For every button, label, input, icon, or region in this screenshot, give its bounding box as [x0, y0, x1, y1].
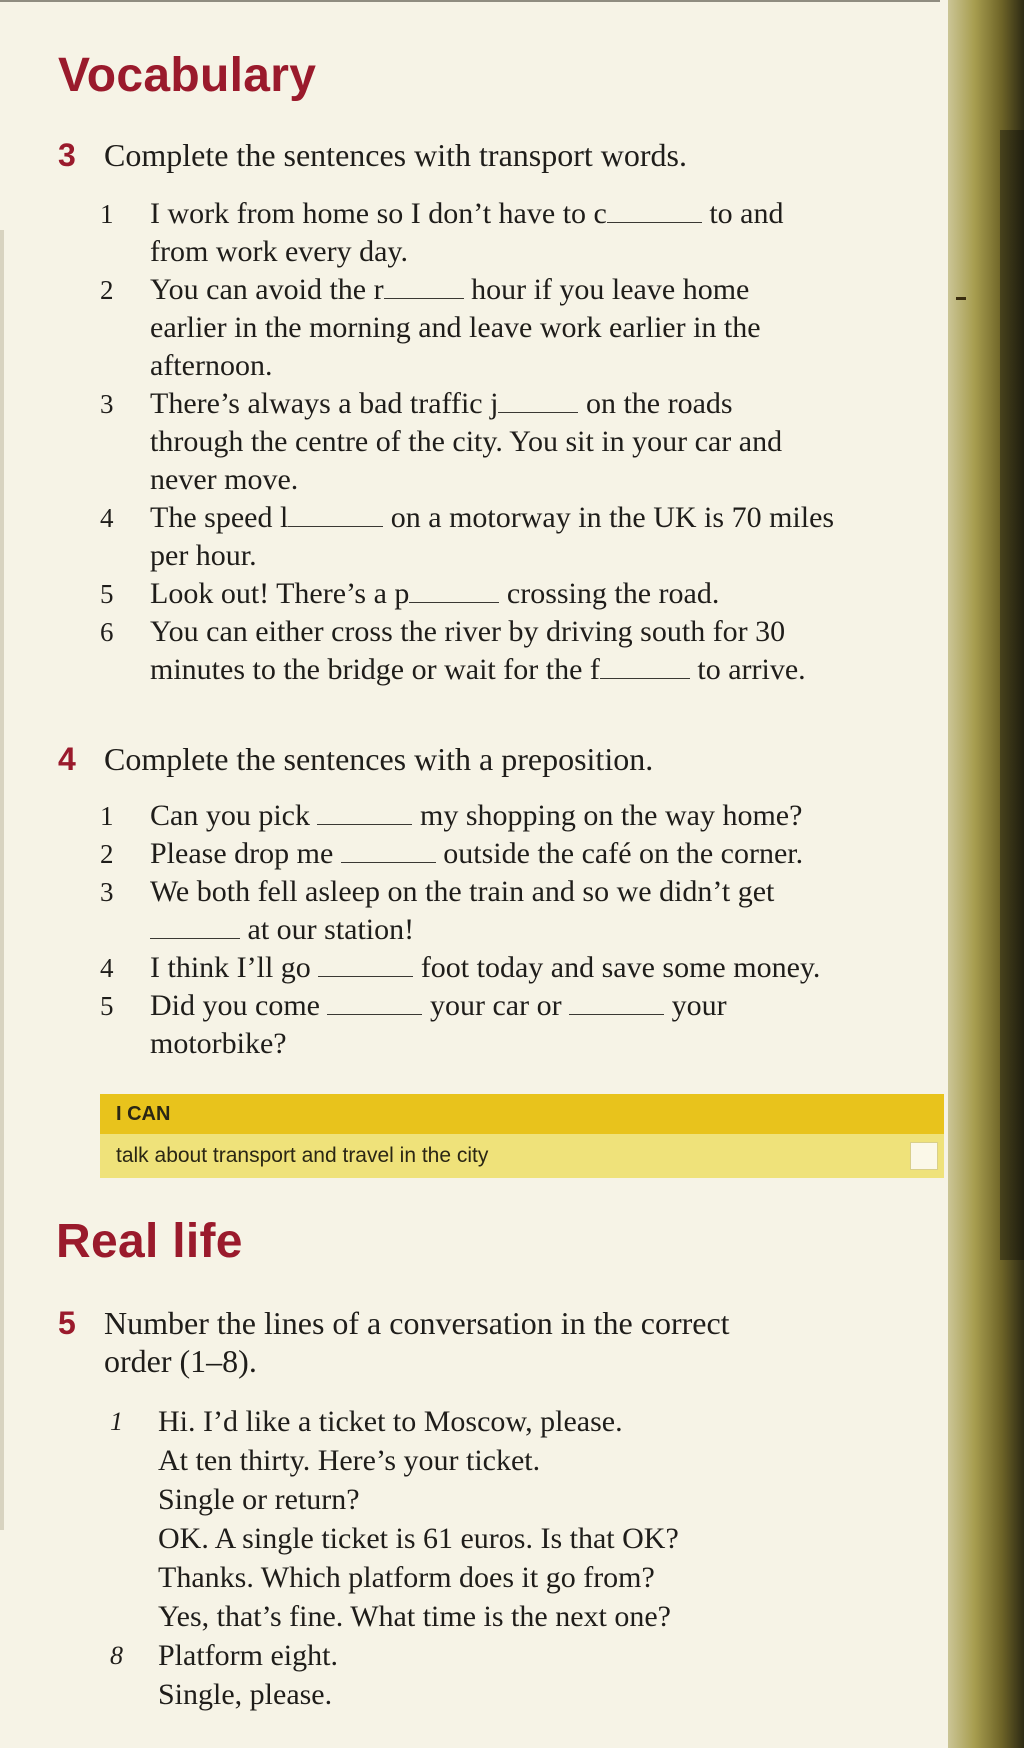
item-text: motorbike? [150, 1027, 287, 1060]
line-text: Hi. I’d like a ticket to Moscow, please. [158, 1405, 623, 1438]
order-number[interactable] [110, 1480, 158, 1519]
exercise-3-header [58, 136, 687, 174]
line-text: Yes, that’s fine. What time is the next one? [158, 1600, 671, 1633]
vocabulary-heading: Vocabulary [58, 49, 317, 102]
exercise-4-item-4 [100, 949, 948, 987]
conversation-line [110, 1597, 679, 1636]
item-text: to arrive. [689, 653, 806, 686]
item-number: 3 [100, 877, 114, 907]
exercise-3-item-4 [100, 499, 948, 575]
exercise-3-item-6 [100, 613, 948, 689]
item-number: 5 [100, 579, 114, 609]
order-number[interactable] [110, 1597, 158, 1636]
item-text: from work every day. [150, 235, 408, 268]
answer-blank[interactable] [498, 390, 578, 413]
item-text: outside the café on the corner. [435, 837, 804, 870]
item-number: 4 [100, 953, 114, 983]
answer-blank[interactable] [341, 840, 436, 863]
exercise-4-item-3 [100, 873, 948, 949]
answer-blank[interactable] [317, 802, 412, 825]
item-number: 1 [100, 801, 114, 831]
order-number[interactable] [110, 1558, 158, 1597]
item-number: 6 [100, 617, 114, 647]
exercise-3-item-2 [100, 271, 948, 385]
item-text: afternoon. [150, 349, 273, 382]
item-text: to and [701, 197, 784, 230]
item-number: 2 [100, 839, 114, 869]
order-number[interactable]: 1 [110, 1407, 123, 1436]
i-can-checkbox[interactable] [910, 1142, 938, 1170]
conversation-line [110, 1480, 679, 1519]
item-text: minutes to the bridge or wait for the f [150, 653, 600, 686]
answer-blank[interactable] [569, 992, 664, 1015]
i-can-label: I CAN [100, 1094, 944, 1134]
i-can-text: talk about transport and travel in the city [116, 1144, 489, 1167]
exercise-3-instruction: Complete the sentences with transport words. [104, 137, 687, 173]
order-number[interactable] [110, 1675, 158, 1714]
i-can-box [100, 1094, 944, 1178]
item-text: never move. [150, 463, 299, 496]
item-text: per hour. [150, 539, 257, 572]
line-text: OK. A single ticket is 61 euros. Is that OK? [158, 1522, 679, 1555]
item-number: 1 [100, 199, 114, 229]
item-text: my shopping on the way home? [412, 799, 803, 832]
item-text: your [664, 989, 727, 1022]
item-text: on a motorway in the UK is 70 miles [383, 501, 835, 534]
conversation-line [110, 1675, 679, 1714]
exercise-4-item-5 [100, 987, 948, 1063]
item-number: 4 [100, 503, 114, 533]
conversation-line [110, 1636, 679, 1675]
exercise-5-header [58, 1304, 730, 1380]
page-edge-shadow [0, 230, 4, 1530]
instruction-line: Number the lines of a conversation in the correct [104, 1305, 730, 1341]
i-can-statement [100, 1134, 944, 1178]
spine-mark [956, 297, 966, 300]
item-text: Did you come [150, 989, 328, 1022]
line-text: Platform eight. [158, 1639, 338, 1672]
line-text: At ten thirty. Here’s your ticket. [158, 1444, 541, 1477]
item-text: hour if you leave home [463, 273, 750, 306]
exercise-4-item-2 [100, 835, 948, 873]
item-text: Look out! There’s a p [150, 577, 410, 610]
order-number[interactable] [110, 1441, 158, 1480]
item-text: We both fell asleep on the train and so we didn’t get [150, 875, 775, 908]
item-text: You can avoid the r [150, 273, 384, 306]
exercise-5-instruction [104, 1304, 730, 1380]
exercise-4-item-1 [100, 797, 948, 835]
exercise-4-header [58, 740, 653, 778]
item-text: There’s always a bad traffic j [150, 387, 499, 420]
exercise-4-items [100, 797, 948, 1063]
answer-blank[interactable] [327, 992, 422, 1015]
conversation-line [110, 1441, 679, 1480]
item-text: I think I’ll go [150, 951, 319, 984]
order-number[interactable]: 8 [110, 1641, 123, 1670]
item-text: The speed l [150, 501, 289, 534]
exercise-5-number: 5 [58, 1305, 76, 1341]
item-number: 2 [100, 275, 114, 305]
order-number[interactable] [110, 1519, 158, 1558]
line-text: Single or return? [158, 1483, 360, 1516]
item-number: 3 [100, 389, 114, 419]
item-text: through the centre of the city. You sit in your car and [150, 425, 783, 458]
item-text: foot today and save some money. [413, 951, 821, 984]
exercise-3-item-1 [100, 195, 948, 271]
conversation-line [110, 1402, 679, 1441]
item-text: on the roads [578, 387, 733, 420]
item-text: at our station! [240, 913, 415, 946]
line-text: Single, please. [158, 1678, 333, 1711]
exercise-4-instruction: Complete the sentences with a preposition. [104, 741, 654, 777]
item-text: I work from home so I don’t have to c [150, 197, 607, 230]
item-text: earlier in the morning and leave work earlier in the [150, 311, 761, 344]
exercise-3-number: 3 [58, 137, 76, 173]
answer-blank[interactable] [384, 276, 464, 299]
answer-blank[interactable] [318, 954, 413, 977]
answer-blank[interactable] [600, 656, 690, 679]
line-text: Thanks. Which platform does it go from? [158, 1561, 655, 1594]
conversation-line [110, 1519, 679, 1558]
answer-blank[interactable] [150, 916, 240, 939]
answer-blank[interactable] [607, 200, 702, 223]
answer-blank[interactable] [288, 504, 383, 527]
exercise-3-item-5 [100, 575, 948, 613]
item-text: Can you pick [150, 799, 318, 832]
item-number: 5 [100, 991, 114, 1021]
answer-blank[interactable] [409, 580, 499, 603]
real-life-heading: Real life [56, 1215, 243, 1268]
conversation-lines [110, 1402, 679, 1714]
exercise-3-items [100, 195, 948, 689]
instruction-line: order (1–8). [104, 1343, 257, 1379]
item-text: Please drop me [150, 837, 341, 870]
item-text: your car or [422, 989, 570, 1022]
book-spine-shadow [1000, 130, 1024, 1260]
conversation-line [110, 1558, 679, 1597]
top-rule [0, 0, 940, 2]
item-text: crossing the road. [499, 577, 720, 610]
exercise-3-item-3 [100, 385, 948, 499]
item-text: You can either cross the river by driving south for 30 [150, 615, 786, 648]
exercise-4-number: 4 [58, 741, 76, 777]
